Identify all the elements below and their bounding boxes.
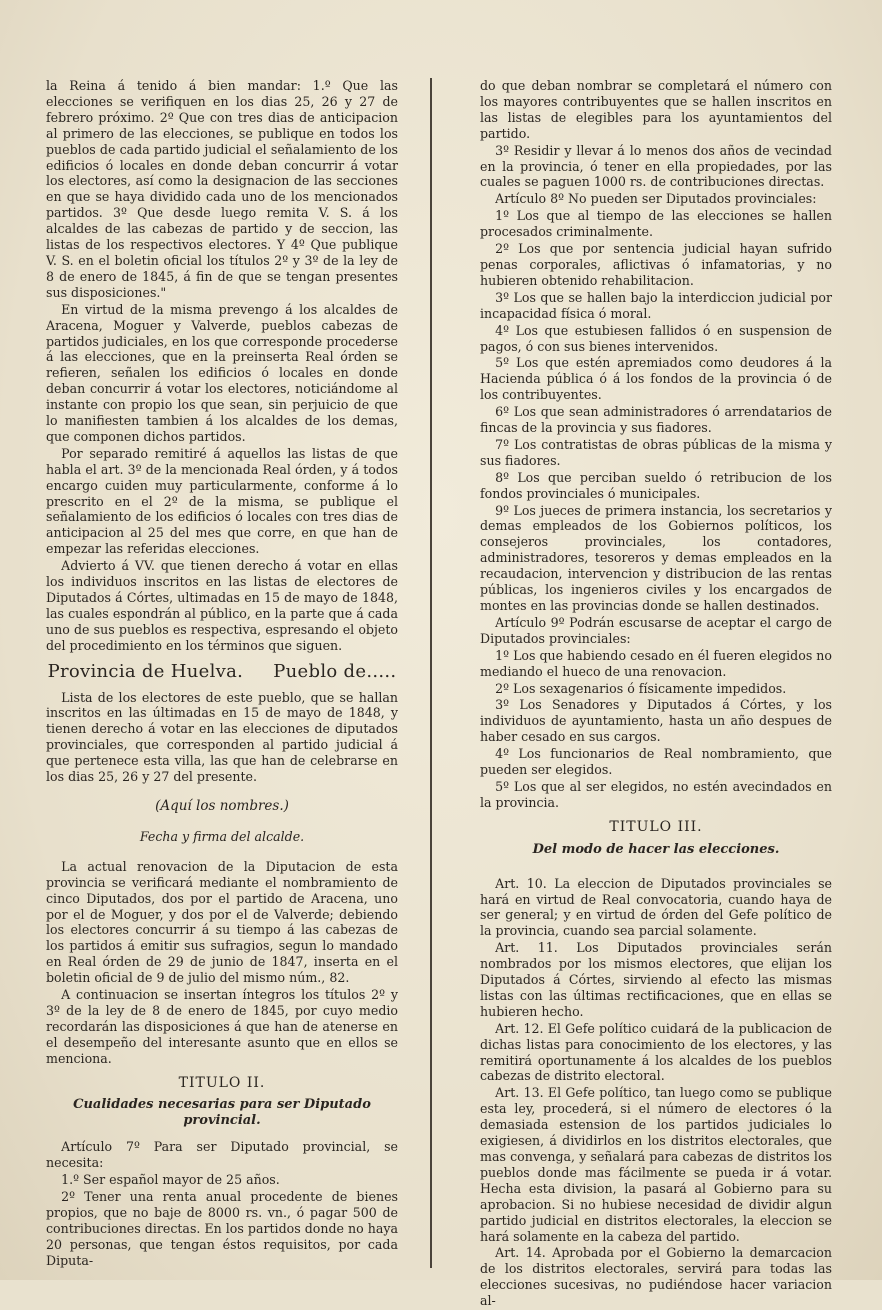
article-8-item-8: 8º Los que perciban sueldo ó retribucion de los fondos provinciales ó municipales.	[480, 469, 832, 501]
article-10: Art. 10. La eleccion de Diputados provinciales se hará en virtud de Real convocatoria, cuando haya de ser general; y en virtud de órden del Gefe político de la provincia, cuando sea parcial solamente.	[480, 875, 832, 939]
article-8-item-1: 1º Los que al tiempo de las elecciones se hallen procesados criminalmente.	[480, 208, 832, 240]
paragraph-listas: Por separado remitiré á aquellos las listas de que habla el art. 3º de la mencionada Real órden, y á todos encargo cuiden muy particularmente, conforme á lo prescrito en el 2º de la misma, se publique el señalamiento de los edificios ó locales con tres dias de anticipacion al 25 del mes que corre, en que han de empezar las referidas elecciones.	[46, 445, 398, 557]
article-9: Artículo 9º Podrán escusarse de aceptar el cargo de Diputados provinciales:	[480, 614, 832, 646]
article-7-item-1: 1.º Ser español mayor de 25 años.	[61, 1172, 280, 1188]
placeholder-nombres: (Aquí los nombres.)	[155, 797, 289, 814]
placeholder-fecha-firma: Fecha y firma del alcalde.	[139, 828, 305, 844]
left-column	[46, 78, 398, 1270]
article-14: Art. 14. Aprobada por el Gobierno la demarcacion de los distritos electorales, servirá para todas las elecciones sucesivas, no pudiéndose hacer variacion al-	[480, 1245, 832, 1309]
article-12: Art. 12. El Gefe político cuidará de la publicacion de dichas listas para conocimiento de los electores, y las remitirá oportunamente á los alcaldes de los pueblos cabezas de distrito electoral.	[480, 1020, 832, 1084]
article-9-item-4: 4º Los funcionarios de Real nombramiento, que pueden ser elegidos.	[480, 746, 832, 778]
paragraph-real-orden: la Reina á tenido á bien mandar: 1.º Que las elecciones se verifiquen en los dias 25, 26 y 27 de febrero próximo. 2º Que con tres dias de anticipacion al primero de las elecciones, se publique en todos los pueblos de cada partido judicial el señalamiento de los edificios ó locales en donde deban concurrir á votar los electores, así como la designacion de las secciones en que se haya dividido cada uno de los mencionados partidos. 3º Que desde luego remita V. S. á los alcaldes de las cabezas de partido y de seccion, las listas de los respectivos electores. Y 4º Que publique V. S. en el boletin oficial los títulos 2º y 3º de la ley de 8 de enero de 1845, á fin de que se tengan presentes sus disposiciones."	[46, 78, 398, 300]
article-8-item-9: 9º Los jueces de primera instancia, los secretarios y demas empleados de los Gobiernos políticos, los consejeros provinciales, los contadores, administradores, tesoreros y demas empleados en la recaudacion, intervencion y distribucion de las rentas públicas, los ingenieros civiles y los encargados de montes en las provincias donde se hallen destinados.	[480, 502, 832, 613]
article-7-item-2: 2º Tener una renta anual procedente de bienes propios, que no baje de 8000 rs. vn., ó pagar 500 de contribuciones directas. En los partidos donde no haya 20 personas, que tengan éstos requisitos, por cada Diputa-	[46, 1189, 398, 1268]
article-11: Art. 11. Los Diputados provinciales serán nombrados por los mismos electores, que elijan los Diputados á Córtes, sirviendo al efecto las mismas listas con las últimas rectificaciones, que en ellas se hubieren hecho.	[480, 940, 832, 1019]
paragraph-continued: do que deban nombrar se completará el número con los mayores contribuyentes que se hallen inscritos en las listas de elegibles para los ayuntamientos del partido.	[480, 78, 832, 141]
article-8: Artículo 8º No pueden ser Diputados provinciales:	[495, 191, 817, 207]
right-column	[480, 78, 832, 1310]
article-8-item-6: 6º Los que sean administradores ó arrendatarios de fincas de la provincia y sus fiadores.	[480, 404, 832, 436]
article-9-item-3: 3º Los Senadores y Diputados á Córtes, y los individuos de ayuntamiento, hasta un año despues de haber cesado en sus cargos.	[480, 697, 832, 745]
heading-provincia-huelva: Provincia de Huelva. Pueblo de.....	[47, 660, 397, 682]
article-9-item-1: 1º Los que habiendo cesado en él fueren elegidos no mediando el hueco de una renovacion.	[480, 647, 832, 679]
subheading-modo-elecciones: Del modo de hacer las elecciones.	[532, 841, 780, 857]
heading-titulo-2: TITULO II.	[178, 1074, 266, 1091]
article-9-item-5: 5º Los que al ser elegidos, no estén avecindados en la provincia.	[480, 778, 832, 810]
paragraph-renovacion: La actual renovacion de la Diputacion de esta provincia se verificará mediante el nombramiento de cinco Diputados, dos por el partido de Aracena, uno por el de Moguer, y dos por el de Valverde; debiendo los electores concurrir á su tiempo á las cabezas de los partidos á emitir sus sufragios, segun lo mandado en Real órden de 29 de junio de 1847, inserta en el boletin oficial de 9 de julio del mismo núm., 82.	[46, 858, 398, 986]
paragraph-lista-electores: Lista de los electores de este pueblo, que se hallan inscritos en las últimadas en 15 de mayo de 1848, y tienen derecho á votar en las elecciones de diputados provinciales, que corresponden al partido judicial á que pertenece esta villa, las que han de celebrarse en los dias 25, 26 y 27 del presente.	[46, 689, 398, 785]
article-8-item-3: 3º Los que se hallen bajo la interdiccion judicial por incapacidad física ó moral.	[480, 289, 832, 321]
article-8-item-2: 2º Los que por sentencia judicial hayan sufrido penas corporales, aflictivas ó infamatorias, y no hubieren obtenido rehabilitacion.	[480, 241, 832, 288]
paragraph-advierto: Advierto á VV. que tienen derecho á votar en ellas los individuos inscritos en las listas de electores de Diputados á Córtes, ultimadas en 15 de mayo de 1848, las cuales espondrán al público, en la parte que á cada uno de sus pueblos es respectiva, espresando el objeto del procedimiento en los términos que siguen.	[46, 558, 398, 653]
paragraph-alcaldes: En virtud de la misma prevengo á los alcaldes de Aracena, Moguer y Valverde, pueblos cabezas de partidos judiciales, en los que corresponde procederse á las elecciones, que en la preinserta Real órden se refieren, señalen los edificios ó locales en donde deban concurrir á votar los electores, noticiándome al instante con propio los que sean, sin perjuicio de que lo manifiesten tambien á los alcaldes de los demas, que componen dichos partidos.	[46, 301, 398, 444]
column-divider	[430, 78, 432, 1268]
heading-titulo-3: TITULO III.	[609, 818, 703, 835]
article-9-item-2: 2º Los sexagenarios ó físicamente impedidos.	[495, 680, 787, 696]
article-8-item-4: 4º Los que estubiesen fallidos ó en suspension de pagos, ó con sus bienes intervenidos.	[480, 322, 832, 354]
article-8-item-5: 5º Los que estén apremiados como deudores á la Hacienda pública ó á los fondos de la provincia ó de los contribuyentes.	[480, 355, 832, 403]
paragraph-continuacion: A continuacion se insertan íntegros los títulos 2º y 3º de la ley de 8 de enero de 1845, por cuyo medio recordarán las disposiciones á que han de atenerse en el desempeño del interesante asunto que en ellos se menciona.	[46, 987, 398, 1066]
subheading-cualidades: Cualidades necesarias para ser Diputado provincial.	[73, 1097, 371, 1129]
article-7: Artículo 7º Para ser Diputado provincial, se necesita:	[46, 1139, 398, 1171]
article-7-item-3: 3º Residir y llevar á lo menos dos años de vecindad en la provincia, ó tener en ella propiedades, por las cuales se paguen 1000 rs. de contribuciones directas.	[480, 142, 832, 190]
article-13: Art. 13. El Gefe político, tan luego como se publique esta ley, procederá, si el número de electores ó la demasiada estension de los partidos judiciales lo exigiesen, á dividirlos en los distritos electorales, que mas convenga, y señalará para cabezas de distritos los pueblos donde mas fácilmente se pueda ir á votar. Hecha esta division, la pasará al Gobierno para su aprobacion. Si no hubiese necesidad de dividir algun partido judicial en distritos electorales, la eleccion se hará solamente en la cabeza del partido.	[480, 1085, 832, 1244]
article-8-item-7: 7º Los contratistas de obras públicas de la misma y sus fiadores.	[480, 436, 832, 468]
